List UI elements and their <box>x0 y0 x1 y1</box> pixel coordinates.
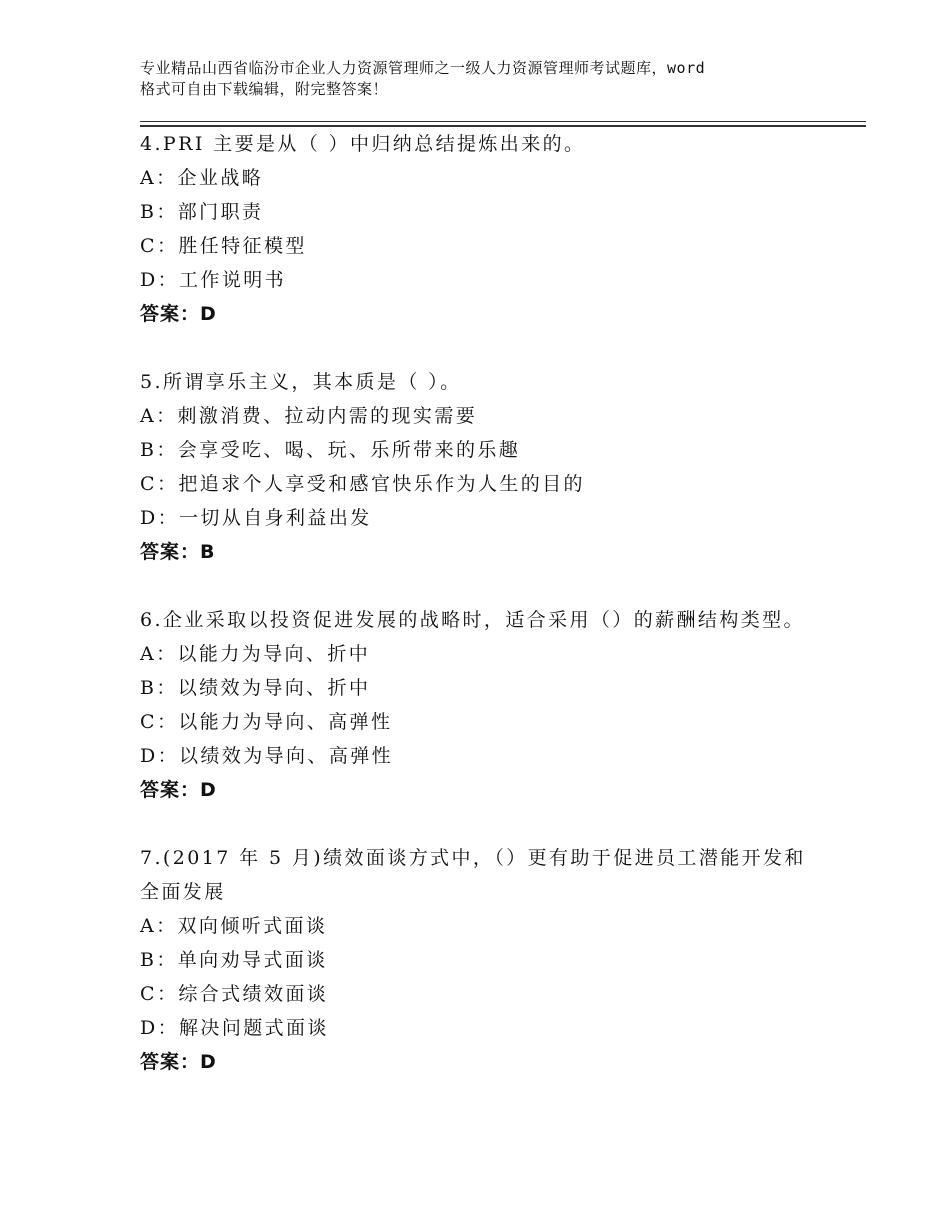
option-b: B：部门职责 <box>140 201 264 223</box>
answer-label: 答案：B <box>140 541 216 563</box>
answer-label: 答案：D <box>140 1051 217 1073</box>
question-4 <box>140 127 840 331</box>
header-divider-thin <box>140 121 866 122</box>
question-stem: 6.企业采取以投资促进发展的战略时，适合采用（）的薪酬结构类型。 <box>140 609 805 631</box>
option-a: A：以能力为导向、折中 <box>140 643 371 665</box>
question-stem: 5.所谓享乐主义，其本质是（ ）。 <box>140 371 462 393</box>
header-line-1: 专业精品山西省临汾市企业人力资源管理师之一级人力资源管理师考试题库，word <box>140 59 706 77</box>
option-c: C：胜任特征模型 <box>140 235 307 257</box>
option-a: A：企业战略 <box>140 167 264 189</box>
option-b: B：以绩效为导向、折中 <box>140 677 371 699</box>
question-7 <box>140 841 840 1079</box>
option-c: C：综合式绩效面谈 <box>140 983 329 1005</box>
option-d: D：工作说明书 <box>140 269 287 291</box>
option-a: A：刺激消费、拉动内需的现实需要 <box>140 405 478 427</box>
option-b: B：会享受吃、喝、玩、乐所带来的乐趣 <box>140 439 521 461</box>
option-c: C：以能力为导向、高弹性 <box>140 711 393 733</box>
question-list <box>140 127 840 1113</box>
option-b: B：单向劝导式面谈 <box>140 949 328 971</box>
answer-label: 答案：D <box>140 303 217 325</box>
option-c: C：把追求个人享受和感官快乐作为人生的目的 <box>140 473 585 495</box>
answer-label: 答案：D <box>140 779 217 801</box>
option-d: D：以绩效为导向、高弹性 <box>140 745 394 767</box>
option-d: D：解决问题式面谈 <box>140 1017 329 1039</box>
document-header <box>140 58 840 100</box>
question-5 <box>140 365 840 569</box>
question-stem: 4.PRI 主要是从（ ）中归纳总结提炼出来的。 <box>140 133 586 155</box>
question-6 <box>140 603 840 807</box>
header-line-2: 格式可自由下载编辑，附完整答案！ <box>140 80 389 98</box>
question-stem: 7.(2017 年 5 月)绩效面谈方式中，（）更有助于促进员工潜能开发和全面发展 <box>140 847 806 903</box>
option-a: A：双向倾听式面谈 <box>140 915 328 937</box>
option-d: D：一切从自身利益出发 <box>140 507 372 529</box>
